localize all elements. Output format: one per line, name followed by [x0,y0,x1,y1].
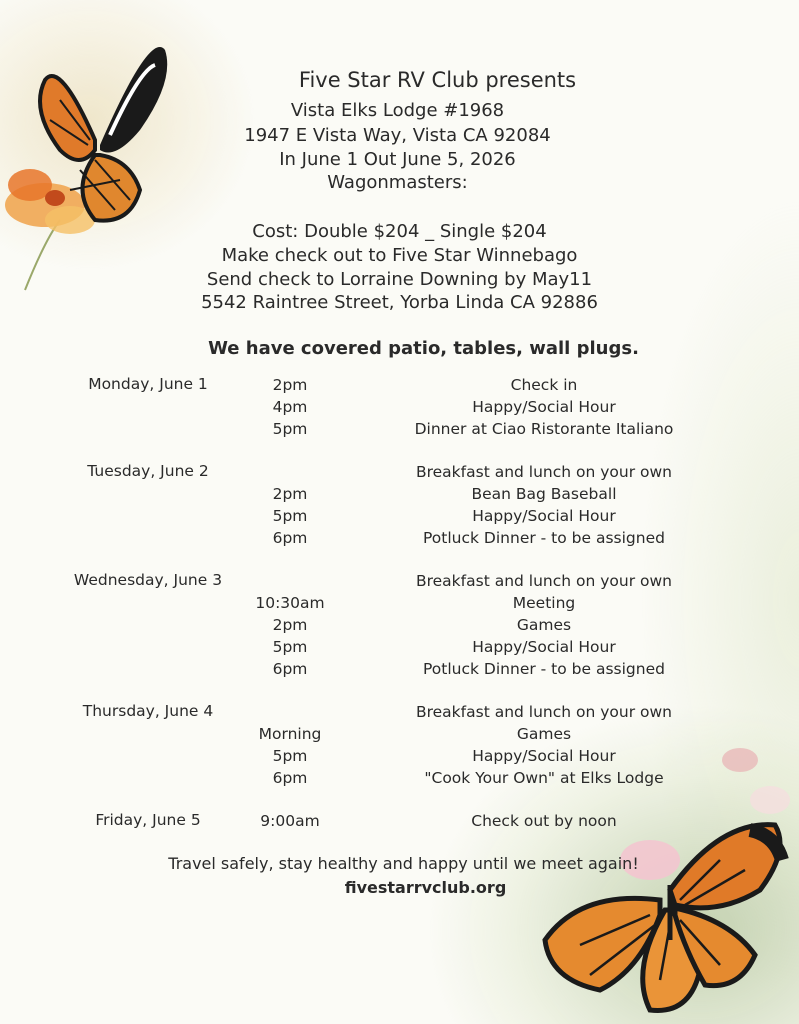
lodge-name: Vista Elks Lodge #1968 [290,100,505,121]
schedule-activity: Potluck Dinner - to be assigned [423,660,665,678]
mailing-address: 5542 Raintree Street, Yorba Linda CA 92886 [201,292,598,313]
schedule-activity: Happy/Social Hour [472,507,616,525]
schedule-activity: Meeting [512,594,576,612]
schedule-activity: Check in [510,376,578,394]
schedule-time: 5pm [272,638,308,656]
schedule-time: 9:00am [260,812,320,830]
schedule-time: 2pm [272,616,308,634]
schedule-time: 2pm [272,485,308,503]
schedule-time: 5pm [272,420,308,438]
schedule-time: 10:30am [255,594,325,612]
amenities-note: We have covered patio, tables, wall plugs. [208,338,639,359]
schedule-activity: Happy/Social Hour [472,747,616,765]
schedule-activity: Games [516,616,572,634]
schedule-day: Friday, June 5 [95,811,201,829]
cost-line: Cost: Double $204 _ Single $204 [252,221,547,242]
event-dates: In June 1 Out June 5, 2026 [279,149,516,170]
check-payee: Make check out to Five Star Winnebago [221,245,578,266]
schedule-activity: Breakfast and lunch on your own [415,463,673,481]
schedule-activity: Bean Bag Baseball [471,485,617,503]
schedule-activity: Potluck Dinner - to be assigned [423,529,665,547]
schedule-activity: Happy/Social Hour [472,398,616,416]
schedule-activity: Breakfast and lunch on your own [415,703,673,721]
schedule-time: 4pm [272,398,308,416]
schedule-day: Thursday, June 4 [82,702,214,720]
schedule-time: 6pm [272,769,308,787]
closing-message: Travel safely, stay healthy and happy until we meet again! [168,854,639,873]
check-send-to: Send check to Lorraine Downing by May11 [206,269,593,290]
schedule-activity: Check out by noon [471,812,617,830]
schedule-time: 6pm [272,660,308,678]
schedule-time: 2pm [272,376,308,394]
schedule-activity: Games [516,725,572,743]
lodge-address: 1947 E Vista Way, Vista CA 92084 [244,125,551,146]
schedule-activity: Happy/Social Hour [472,638,616,656]
event-title: Five Star RV Club presents [298,68,577,92]
schedule-day: Tuesday, June 2 [87,462,209,480]
schedule-time: 5pm [272,747,308,765]
schedule-time: Morning [258,725,322,743]
schedule-day: Monday, June 1 [88,375,208,393]
schedule-activity: "Cook Your Own" at Elks Lodge [424,769,664,787]
schedule-time: 6pm [272,529,308,547]
schedule-activity: Dinner at Ciao Ristorante Italiano [414,420,674,438]
wagonmasters-label: Wagonmasters: [327,172,468,193]
website-link[interactable]: fivestarrvclub.org [344,878,507,897]
schedule-day: Wednesday, June 3 [73,571,223,589]
schedule-activity: Breakfast and lunch on your own [415,572,673,590]
schedule-time: 5pm [272,507,308,525]
